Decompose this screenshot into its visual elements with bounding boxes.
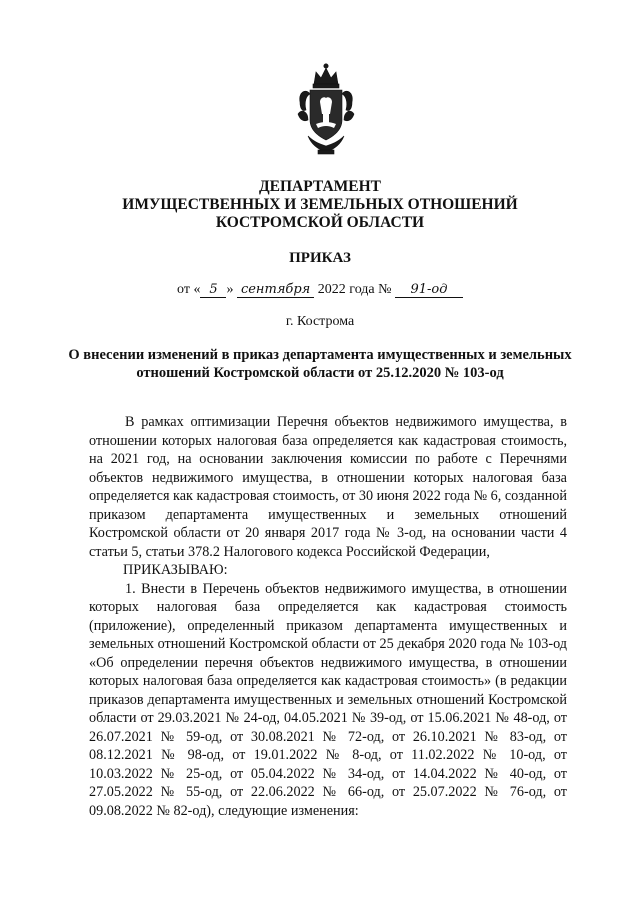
order-date-prefix: от « (177, 282, 201, 297)
department-name-line1: ДЕПАРТАМЕНТ (258, 178, 382, 195)
order-month-handwritten: сентября (237, 283, 314, 298)
paragraph-preamble: В рамках оптимизации Перечня объектов недвижимого имущества, в отношении которых налоговая база определяется как кадастровая стоимость, на 2021 год, на основании заключения комиссии по работе с Перечнями объектов недвижимого имущества, в отношении которых налоговая база определяется как кадастровая стоимость, от 30 июня 2022 года № 6, созданной приказом департамента имущественных и земельных отношений Костромской области от 20 января 2017 года № 3-од, на основании части 4 статьи 5, статьи 378.2 Налогового кодекса Российской Федерации, (89, 414, 567, 560)
order-subject: О внесении изменений в приказ департамента имущественных и земельных отношений Костромской области от 25.12.2020 № 103-од (68, 347, 572, 381)
department-name-line3: КОСТРОМСКОЙ ОБЛАСТИ (215, 214, 425, 231)
city: г. Кострома (285, 314, 355, 329)
paragraph-item-1: 1. Внести в Перечень объектов недвижимого имущества, в отношении которых налоговая база определяется как кадастровая стоимость (приложение), определенный приказом департамента имущественных и земельных отношений Костромской области от 25 декабря 2020 года № 103-од «Об определении перечня объектов недвижимого имущества, в отношении которых налоговая база определяется как кадастровая стоимость» (в редакции приказов департамента имущественных и земельных отношений Костромской области от 29.03.2021 № 24-од, 04.05.2021 № 39-од, от 15.06.2021 № 48-од, от 26.07.2021 № 59-од, от 30.08.2021 № 72-од, от 26.10.2021 № 83-од, от 08.12.2021 № 98-од, от 19.01.2022 № 8-од, от 11.02.2022 № 10-од, от 10.03.2022 № 25-од, от 05.04.2022 № 34-од, от 14.04.2022 № 40-од, от 27.05.2022 № 55-од, от 22.06.2022 № 66-од, от 25.07.2022 № 76-од, от 09.08.2022 № 82-од), следующие изменения: (89, 580, 567, 819)
paragraph-order-word: ПРИКАЗЫВАЮ: (123, 562, 228, 578)
order-day-handwritten: 5 (200, 283, 226, 298)
document-type: ПРИКАЗ (289, 250, 351, 266)
order-date-mid: » (226, 282, 234, 297)
order-number-handwritten: 91-од (395, 283, 463, 298)
document-body (89, 413, 567, 820)
order-year-text: 2022 года № (317, 282, 392, 297)
department-name-line2: ИМУЩЕСТВЕННЫХ И ЗЕМЕЛЬНЫХ ОТНОШЕНИЙ (122, 196, 518, 213)
order-date-number (0, 282, 640, 298)
coat-of-arms-emblem (296, 62, 356, 158)
